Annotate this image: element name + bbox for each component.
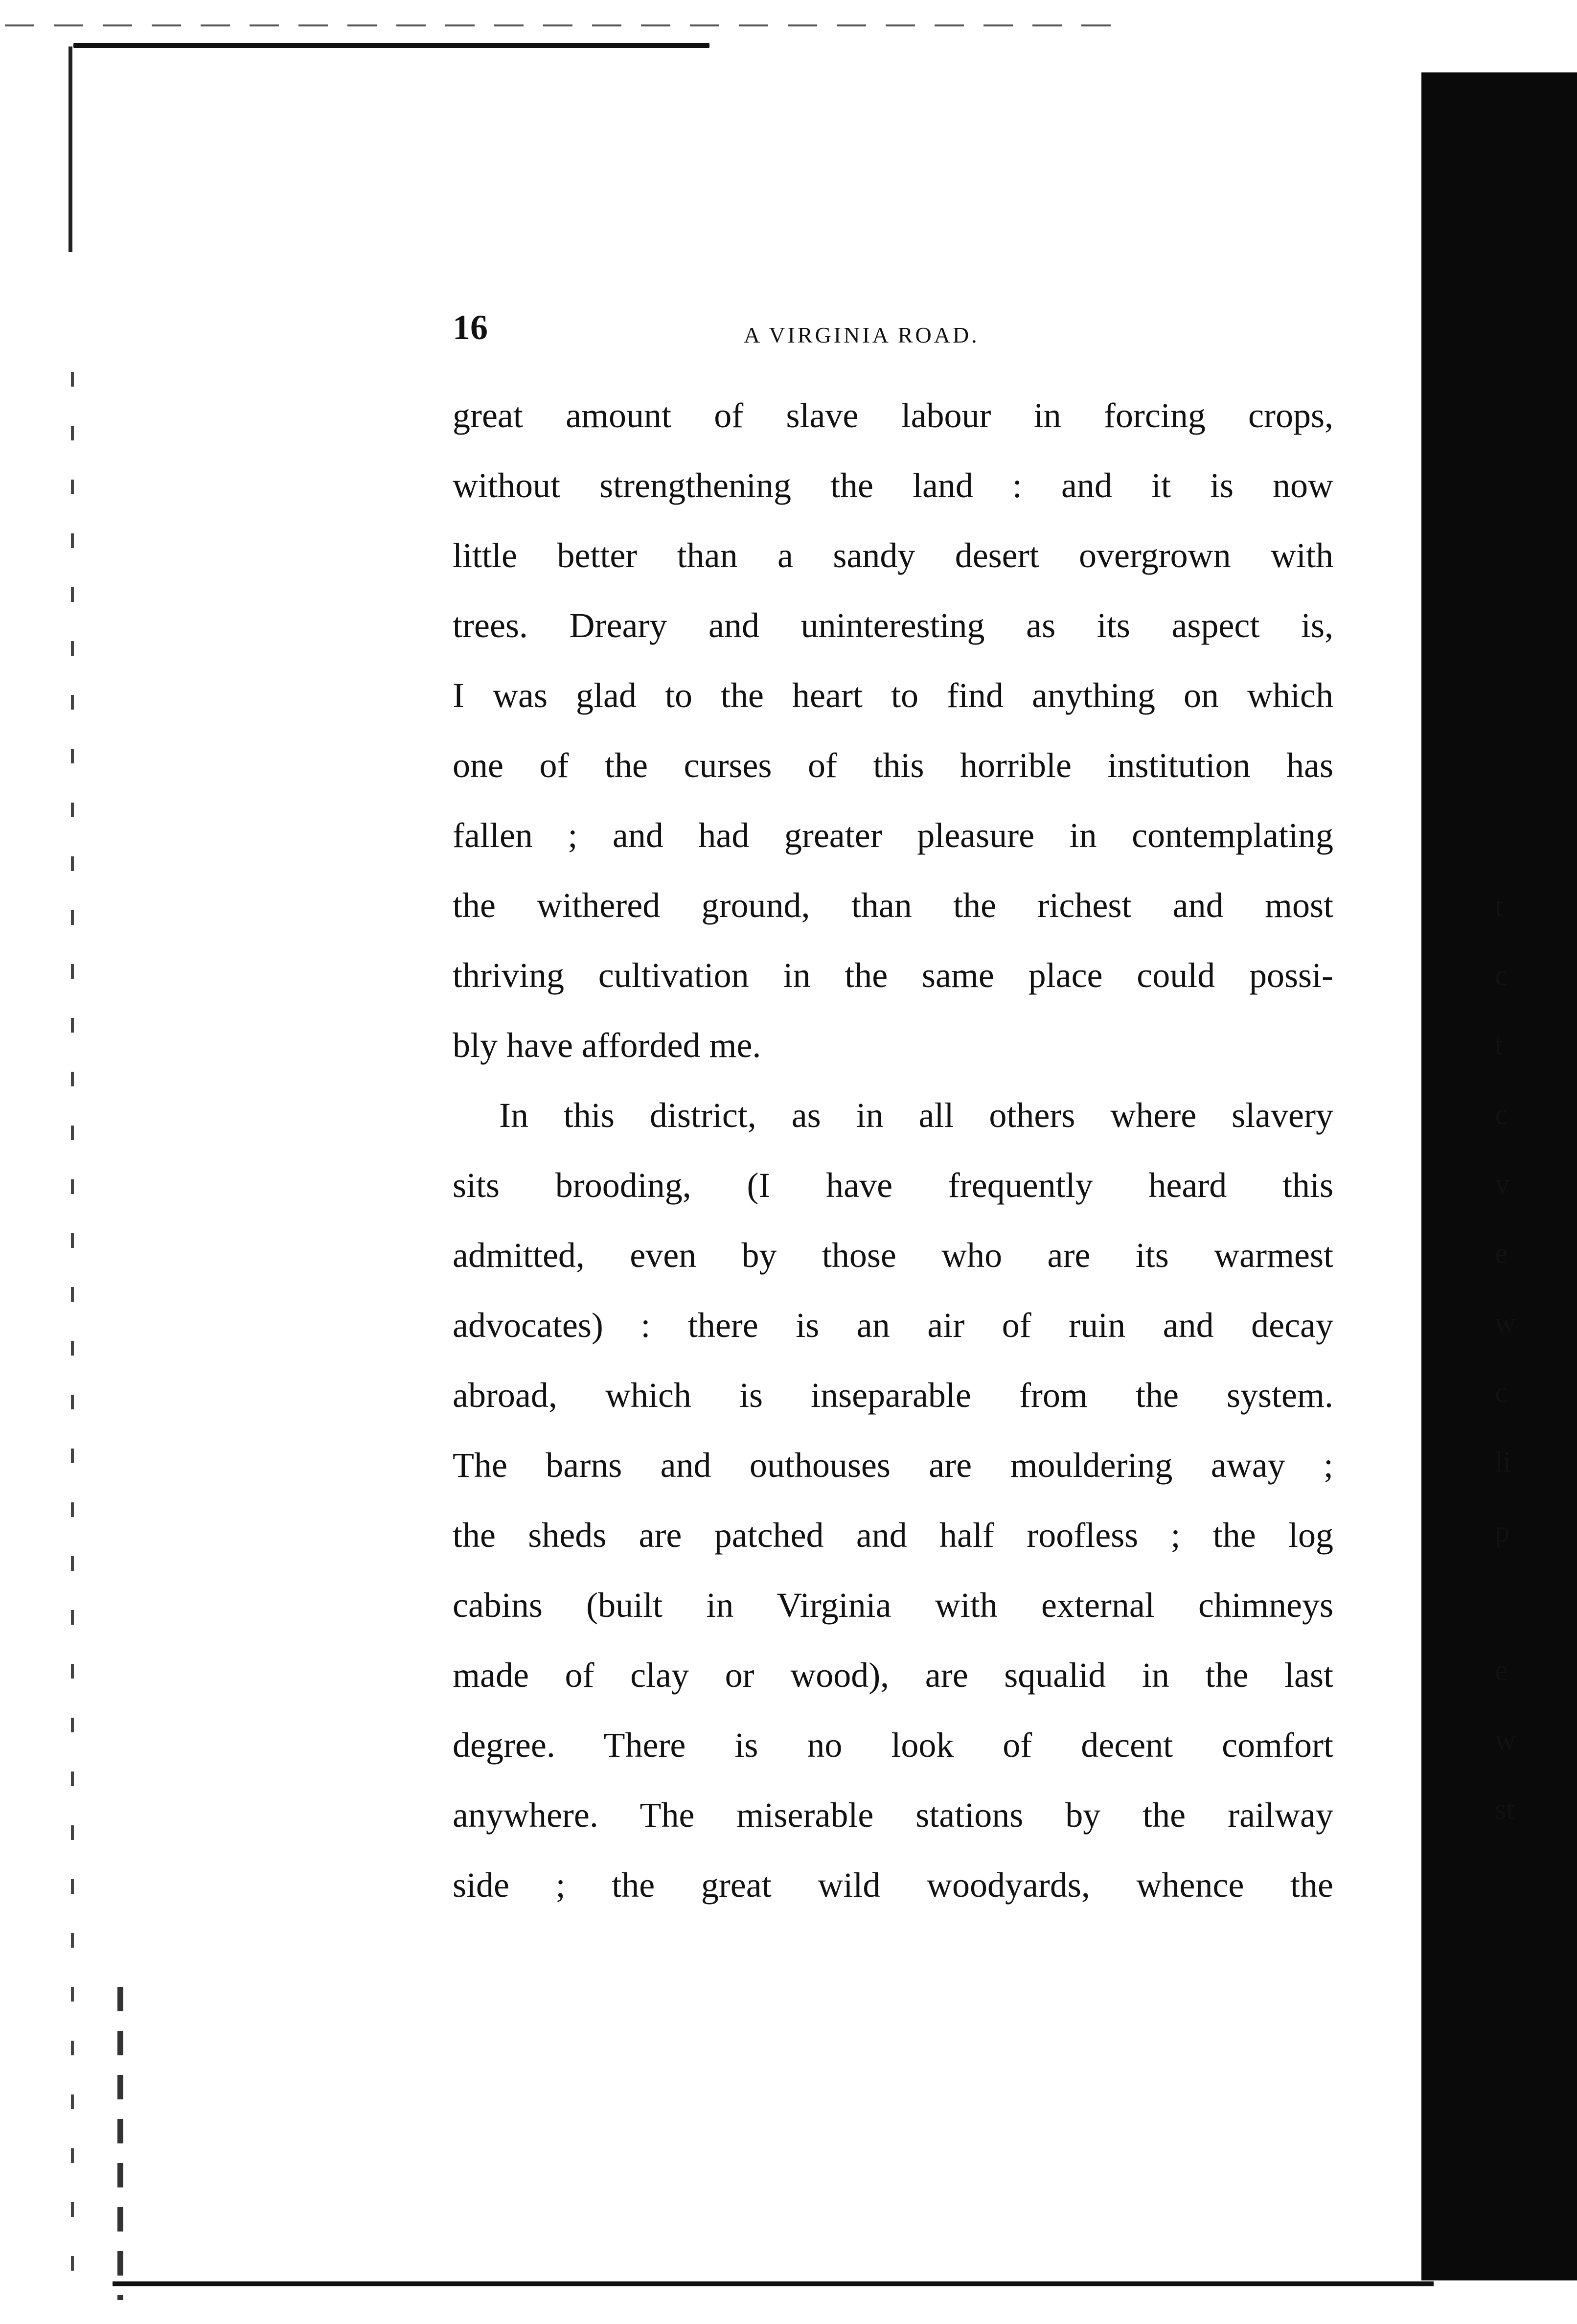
text-line: side ; the great wild woodyards, whence the	[453, 1865, 1333, 1905]
text-line: degree. There is no look of decent comfort	[453, 1726, 1333, 1765]
paragraph	[453, 1081, 1333, 1920]
edge-fragment: v	[1495, 1168, 1509, 1200]
text-line: the sheds are patched and half roofless ; the log	[453, 1516, 1333, 1555]
text-line: the withered ground, than the richest and most	[453, 886, 1333, 925]
text-line: admitted, even by those who are its warmest	[453, 1236, 1333, 1275]
paragraph	[453, 381, 1333, 1081]
text-line: fallen ; and had greater pleasure in contemplating	[453, 816, 1333, 855]
edge-fragment: c	[1495, 1098, 1508, 1130]
text-line: The barns and outhouses are mouldering away ;	[453, 1446, 1333, 1485]
text-line: made of clay or wood), are squalid in the last	[453, 1656, 1333, 1695]
edge-fragment: c	[1495, 959, 1508, 991]
text-line: advocates) : there is an air of ruin and decay	[453, 1306, 1333, 1345]
edge-fragment: t	[1495, 1029, 1503, 1061]
scan-edge-left-lower	[117, 1987, 123, 2300]
edge-fragment: c	[1495, 1376, 1508, 1408]
text-line: thriving cultivation in the same place could possi-	[453, 956, 1333, 995]
text-line: anywhere. The miserable stations by the railway	[453, 1795, 1333, 1835]
scan-edge-top-thin	[5, 24, 1130, 26]
text-line: I was glad to the heart to find anything on which	[453, 676, 1333, 715]
text-line: little better than a sandy desert overgrown with	[453, 536, 1333, 575]
edge-fragment: st	[1495, 1793, 1515, 1825]
edge-fragment: t	[1495, 890, 1503, 922]
text-line: without strengthening the land : and it is now	[453, 466, 1333, 505]
scan-edge-bottom	[113, 2281, 1434, 2286]
scan-edge-top	[73, 43, 709, 48]
text-line: cabins (built in Virginia with external chimneys	[453, 1586, 1333, 1625]
text-line: sits brooding, (I have frequently heard this	[453, 1166, 1333, 1205]
text-line: bly have afforded me.	[453, 1026, 761, 1065]
edge-fragment: w	[1495, 1724, 1516, 1756]
edge-fragment: w	[1495, 1307, 1516, 1339]
scan-edge-left	[69, 46, 72, 252]
edge-fragment: e	[1495, 1237, 1508, 1269]
edge-fragment	[1495, 1566, 1554, 1635]
edge-fragment: e	[1495, 1654, 1508, 1686]
edge-fragment: p	[1495, 1515, 1509, 1547]
text-line: trees. Dreary and uninteresting as its aspect is,	[453, 606, 1333, 645]
text-line: one of the curses of this horrible institution has	[453, 746, 1333, 785]
text-line: great amount of slave labour in forcing crops,	[453, 396, 1333, 435]
edge-fragment: li	[1495, 1446, 1511, 1478]
body-text	[453, 381, 1333, 1920]
scan-edge-left-dots	[71, 372, 74, 2280]
page-number: 16	[453, 308, 488, 347]
running-head: A VIRGINIA ROAD.	[744, 322, 980, 347]
facing-page-edge-text	[1495, 871, 1554, 1844]
text-line: abroad, which is inseparable from the system.	[453, 1376, 1333, 1415]
text-line: In this district, as in all others where slavery	[499, 1096, 1333, 1135]
